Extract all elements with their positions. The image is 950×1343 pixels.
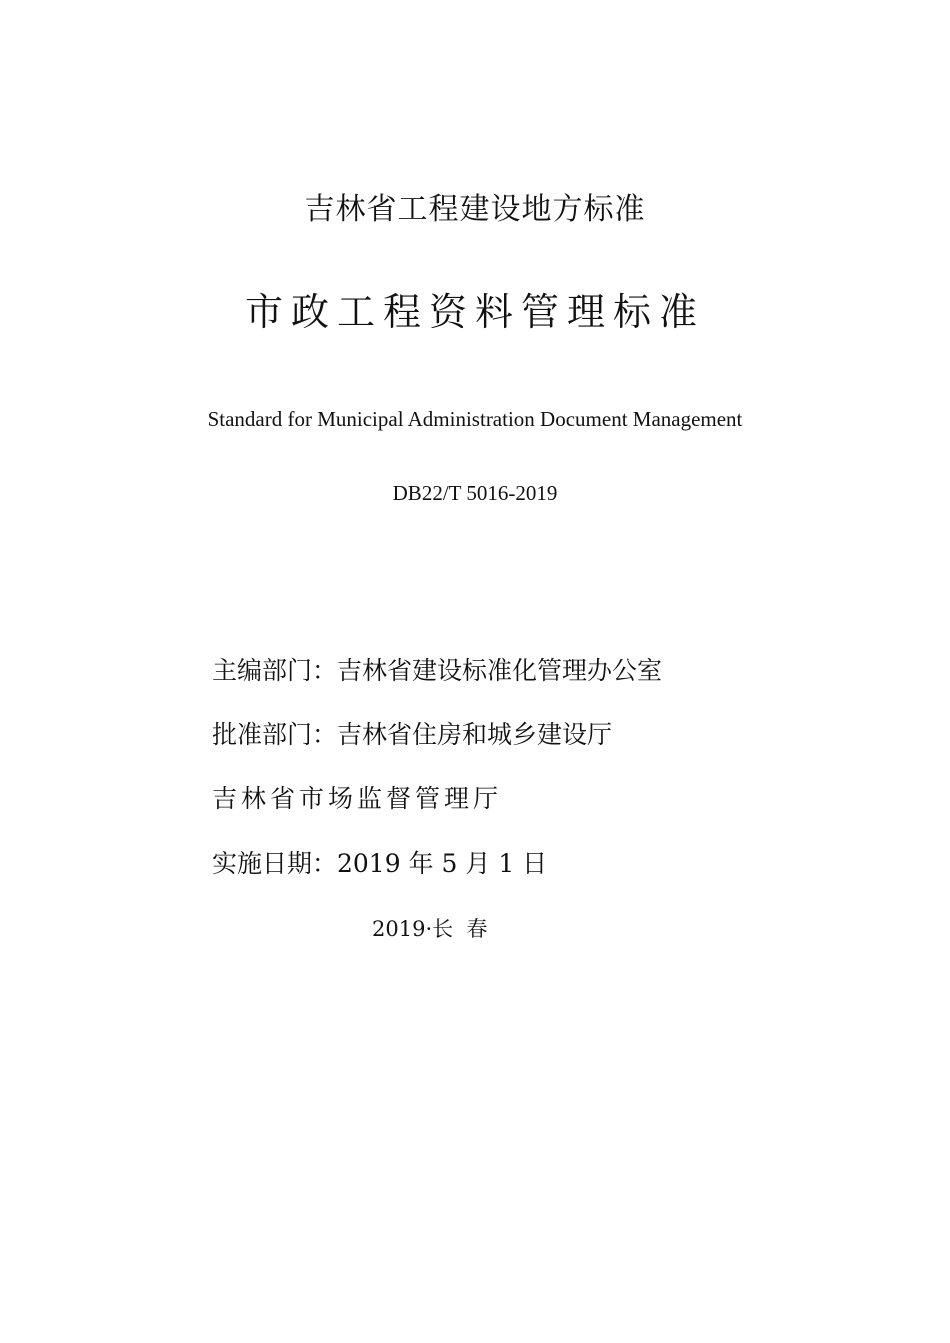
place-year: 2019·长 春 xyxy=(372,917,488,941)
series-title: 吉林省工程建设地方标准 xyxy=(304,192,646,227)
main-title: 市政工程资料管理标准 xyxy=(244,290,705,334)
approval-department-2: 吉林省市场监督管理厅 xyxy=(212,784,503,813)
english-title: Standard for Municipal Administration Document Management xyxy=(207,407,743,431)
editor-department: 主编部门：吉林省建设标准化管理办公室 xyxy=(212,656,663,685)
effective-date: 实施日期：2019 年 5 月 1 日 xyxy=(212,849,548,878)
standard-code: DB22/T 5016-2019 xyxy=(392,481,558,505)
approval-department: 批准部门：吉林省住房和城乡建设厅 xyxy=(212,720,613,749)
